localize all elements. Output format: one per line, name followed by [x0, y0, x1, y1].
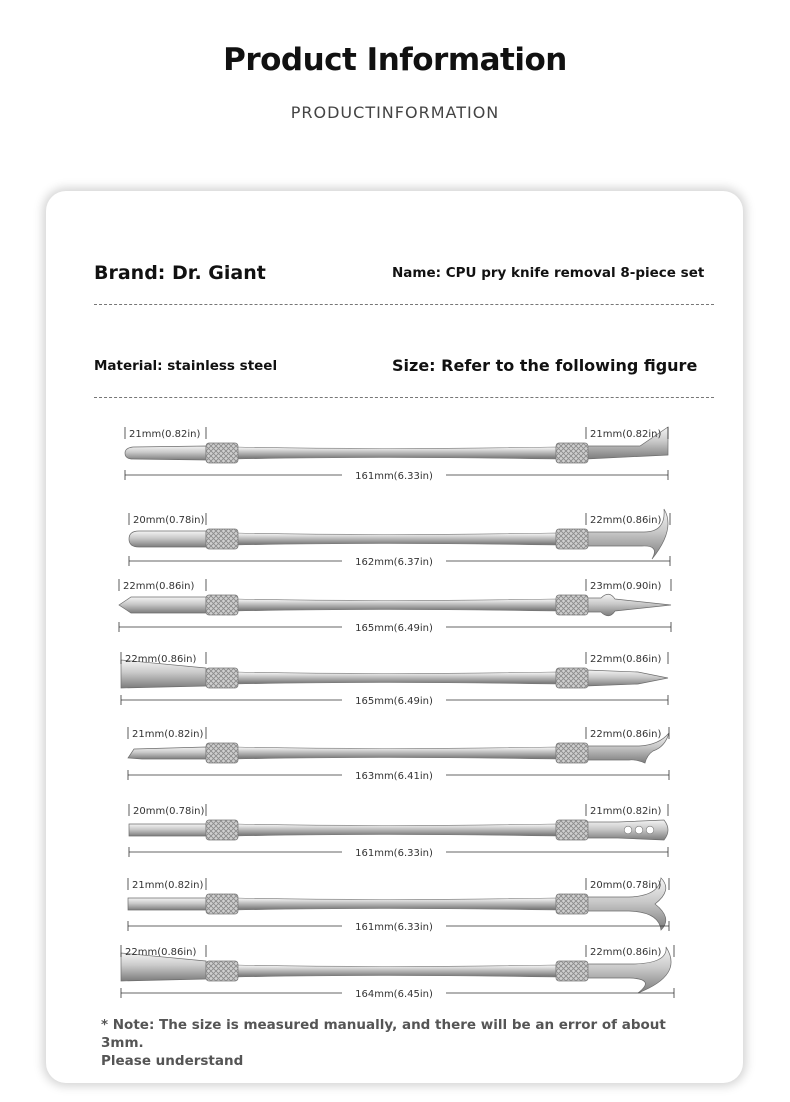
- knurled-grip: [556, 443, 588, 463]
- tool-5: [128, 727, 669, 782]
- right-tip-dimension: 20mm(0.78in): [590, 880, 662, 891]
- tool-right-tip: [586, 594, 671, 616]
- knurled-grip: [206, 961, 238, 981]
- tool-right-tip: [586, 670, 668, 686]
- tool-shaft: [236, 447, 556, 459]
- right-tip-dimension: 23mm(0.90in): [590, 581, 662, 592]
- knurled-grip: [556, 595, 588, 615]
- tool-hole: [624, 826, 632, 834]
- page-subtitle: PRODUCTINFORMATION: [290, 103, 500, 122]
- left-tip-dimension: 22mm(0.86in): [123, 581, 195, 592]
- knurled-grip: [206, 529, 238, 549]
- tool-hole: [635, 826, 643, 834]
- left-tip-dimension: 21mm(0.82in): [132, 880, 204, 891]
- total-length-dimension: 163mm(6.41in): [355, 771, 433, 782]
- total-length-dimension: 161mm(6.33in): [355, 471, 433, 482]
- note-line-2: Please understand: [101, 1053, 244, 1069]
- total-length-dimension: 164mm(6.45in): [355, 989, 433, 1000]
- material-label: Material: stainless steel: [94, 358, 278, 374]
- tool-shaft: [236, 898, 556, 910]
- left-tip-dimension: 21mm(0.82in): [129, 429, 201, 440]
- left-tip-dimension: 22mm(0.86in): [125, 654, 197, 665]
- page-title: Product Information: [223, 42, 567, 78]
- tool-left-tip: [129, 531, 206, 547]
- tool-shaft: [236, 747, 556, 759]
- left-tip-dimension: 20mm(0.78in): [133, 515, 205, 526]
- tool-shaft: [236, 824, 556, 836]
- right-tip-dimension: 22mm(0.86in): [590, 947, 662, 958]
- knurled-grip: [556, 894, 588, 914]
- knurled-grip: [206, 894, 238, 914]
- knurled-grip: [206, 668, 238, 688]
- tool-4: [121, 652, 668, 707]
- knurled-grip: [556, 961, 588, 981]
- tool-left-tip: [119, 597, 206, 613]
- right-tip-dimension: 21mm(0.82in): [590, 806, 662, 817]
- tool-1: [125, 427, 668, 482]
- left-tip-dimension: 21mm(0.82in): [132, 729, 204, 740]
- right-tip-dimension: 22mm(0.86in): [590, 515, 662, 526]
- tool-left-tip: [125, 446, 206, 460]
- right-tip-dimension: 22mm(0.86in): [590, 729, 662, 740]
- knurled-grip: [556, 743, 588, 763]
- total-length-dimension: 165mm(6.49in): [355, 623, 433, 634]
- knurled-grip: [556, 529, 588, 549]
- note-line-1: * Note: The size is measured manually, and there will be an error of about 3mm.: [101, 1017, 666, 1051]
- total-length-dimension: 161mm(6.33in): [355, 848, 433, 859]
- tool-6: [129, 804, 668, 859]
- size-label: Size: Refer to the following figure: [392, 356, 698, 375]
- left-tip-dimension: 20mm(0.78in): [133, 806, 205, 817]
- total-length-dimension: 161mm(6.33in): [355, 922, 433, 933]
- right-tip-dimension: 22mm(0.86in): [590, 654, 662, 665]
- knurled-grip: [206, 820, 238, 840]
- tool-left-tip: [128, 898, 206, 910]
- tool-7: [128, 878, 669, 933]
- tool-shaft: [236, 599, 556, 611]
- tool-8: [121, 945, 674, 1000]
- knurled-grip: [556, 820, 588, 840]
- tool-shaft: [236, 533, 556, 545]
- measurement-note: [101, 1016, 711, 1070]
- knurled-grip: [556, 668, 588, 688]
- right-tip-dimension: 21mm(0.82in): [590, 429, 662, 440]
- knurled-grip: [206, 743, 238, 763]
- tool-left-tip: [129, 824, 206, 836]
- tool-shaft: [236, 965, 556, 977]
- product-name-label: Name: CPU pry knife removal 8-piece set: [392, 265, 705, 281]
- tool-left-tip: [128, 747, 206, 759]
- tool-2: [129, 509, 670, 568]
- total-length-dimension: 165mm(6.49in): [355, 696, 433, 707]
- tool-size-figure: [46, 191, 743, 1011]
- tool-shaft: [236, 672, 556, 684]
- product-info-card: [46, 191, 743, 1083]
- knurled-grip: [206, 443, 238, 463]
- tool-3: [119, 579, 671, 634]
- total-length-dimension: 162mm(6.37in): [355, 557, 433, 568]
- tool-hole: [646, 826, 654, 834]
- left-tip-dimension: 22mm(0.86in): [125, 947, 197, 958]
- brand-label: Brand: Dr. Giant: [94, 262, 266, 284]
- knurled-grip: [206, 595, 238, 615]
